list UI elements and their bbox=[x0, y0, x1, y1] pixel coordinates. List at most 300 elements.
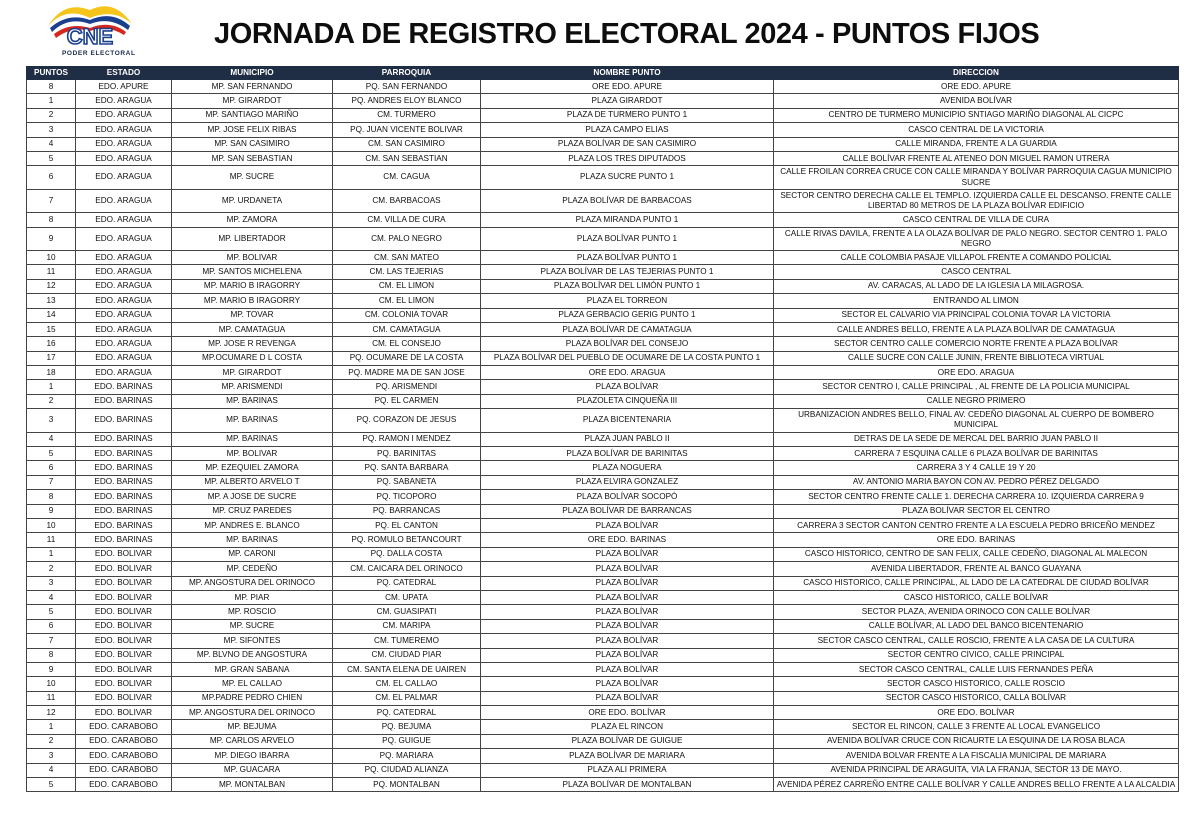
table-row bbox=[27, 533, 1179, 547]
cell-estado: EDO. CARABOBO bbox=[76, 763, 172, 777]
cell-nombre-punto: PLAZA GERBACIO GERIG PUNTO 1 bbox=[481, 308, 774, 322]
cell-estado: EDO. ARAGUA bbox=[76, 265, 172, 279]
cell-puntos: 1 bbox=[27, 720, 76, 734]
cell-direccion: CENTRO DE TURMERO MUNICIPIO SNTIAGO MARIÑO DIAGONAL AL CICPC bbox=[774, 108, 1179, 122]
cell-puntos: 3 bbox=[27, 576, 76, 590]
cell-nombre-punto: PLAZA BOLÍVAR bbox=[481, 619, 774, 633]
cell-nombre-punto: PLAZA BOLÍVAR PUNTO 1 bbox=[481, 250, 774, 264]
table-row bbox=[27, 308, 1179, 322]
table-row bbox=[27, 322, 1179, 336]
cell-municipio: MP. GIRARDOT bbox=[172, 366, 333, 380]
cell-puntos: 7 bbox=[27, 189, 76, 212]
cell-direccion: CASCO HISTORICO, CENTRO DE SAN FELIX, CALLE CEDEÑO, DIAGONAL AL MALECON bbox=[774, 547, 1179, 561]
table-header-row bbox=[27, 67, 1179, 80]
table-row bbox=[27, 80, 1179, 94]
cell-nombre-punto: PLAZA BOLÍVAR bbox=[481, 691, 774, 705]
cell-parroquia: CM. SAN CASIMIRO bbox=[333, 137, 481, 151]
cell-puntos: 6 bbox=[27, 619, 76, 633]
table-row bbox=[27, 265, 1179, 279]
cell-puntos: 1 bbox=[27, 94, 76, 108]
cell-municipio: MP. BOLIVAR bbox=[172, 250, 333, 264]
cell-direccion: DETRAS DE LA SEDE DE MERCAL DEL BARRIO JUAN PABLO II bbox=[774, 432, 1179, 446]
cell-estado: EDO. ARAGUA bbox=[76, 366, 172, 380]
cell-direccion: ORE EDO. BOLÍVAR bbox=[774, 706, 1179, 720]
table-row bbox=[27, 227, 1179, 250]
cell-direccion: CALLE BOLÍVAR FRENTE AL ATENEO DON MIGUEL RAMON UTRERA bbox=[774, 151, 1179, 165]
cell-direccion: CALLE ANDRES BELLO, FRENTE A LA PLAZA BOLÍVAR DE CAMATAGUA bbox=[774, 322, 1179, 336]
cell-nombre-punto: PLAZA BOLÍVAR DE MARIARA bbox=[481, 749, 774, 763]
cell-puntos: 7 bbox=[27, 634, 76, 648]
cell-puntos: 4 bbox=[27, 137, 76, 151]
cell-municipio: MP. CARONI bbox=[172, 547, 333, 561]
cell-parroquia: PQ. MADRE MA DE SAN JOSE bbox=[333, 366, 481, 380]
cell-nombre-punto: PLAZA BOLÍVAR bbox=[481, 562, 774, 576]
cell-parroquia: PQ. ROMULO BETANCOURT bbox=[333, 533, 481, 547]
cell-municipio: MP.OCUMARE D L COSTA bbox=[172, 351, 333, 365]
cell-nombre-punto: PLAZA CAMPO ELIAS bbox=[481, 123, 774, 137]
cell-municipio: MP. EL CALLAO bbox=[172, 677, 333, 691]
cell-direccion: ORE EDO. BARINAS bbox=[774, 533, 1179, 547]
cell-nombre-punto: PLAZA BOLÍVAR DE LAS TEJERIAS PUNTO 1 bbox=[481, 265, 774, 279]
cell-puntos: 2 bbox=[27, 108, 76, 122]
column-header-municipio: MUNICIPIO bbox=[172, 67, 333, 80]
table-row bbox=[27, 749, 1179, 763]
cell-parroquia: CM. VILLA DE CURA bbox=[333, 213, 481, 227]
cell-nombre-punto: PLAZA DE TURMERO PUNTO 1 bbox=[481, 108, 774, 122]
cell-puntos: 15 bbox=[27, 322, 76, 336]
cell-municipio: MP. EZEQUIEL ZAMORA bbox=[172, 461, 333, 475]
table-row bbox=[27, 706, 1179, 720]
table-row bbox=[27, 137, 1179, 151]
cell-puntos: 2 bbox=[27, 734, 76, 748]
cell-nombre-punto: PLAZA BOLÍVAR DE BARINITAS bbox=[481, 447, 774, 461]
cell-nombre-punto: PLAZA BICENTENARIA bbox=[481, 409, 774, 432]
cell-direccion: CASCO CENTRAL DE VILLA DE CURA bbox=[774, 213, 1179, 227]
cell-puntos: 8 bbox=[27, 80, 76, 94]
cell-estado: EDO. BOLIVAR bbox=[76, 662, 172, 676]
cell-parroquia: PQ. ANDRES ELOY BLANCO bbox=[333, 94, 481, 108]
cell-estado: EDO. ARAGUA bbox=[76, 294, 172, 308]
cell-direccion: AVENIDA BOLÍVAR CRUCE CON RICAURTE LA ESQUINA DE LA ROSA BLACA bbox=[774, 734, 1179, 748]
cell-estado: EDO. BOLIVAR bbox=[76, 547, 172, 561]
cell-puntos: 10 bbox=[27, 250, 76, 264]
cell-parroquia: PQ. SANTA BARBARA bbox=[333, 461, 481, 475]
cell-direccion: AVENIDA BOLVAR FRENTE A LA FISCALIA MUNICIPAL DE MARIARA bbox=[774, 749, 1179, 763]
cell-estado: EDO. BOLIVAR bbox=[76, 590, 172, 604]
cell-parroquia: PQ. BARINITAS bbox=[333, 447, 481, 461]
cell-puntos: 11 bbox=[27, 691, 76, 705]
cell-nombre-punto: PLAZA BOLÍVAR DEL PUEBLO DE OCUMARE DE LA COSTA PUNTO 1 bbox=[481, 351, 774, 365]
cell-parroquia: CM. EL PALMAR bbox=[333, 691, 481, 705]
cell-puntos: 1 bbox=[27, 380, 76, 394]
table-row bbox=[27, 380, 1179, 394]
table-row bbox=[27, 778, 1179, 792]
cell-parroquia: CM. EL CONSEJO bbox=[333, 337, 481, 351]
cell-parroquia: PQ. BEJUMA bbox=[333, 720, 481, 734]
table-row bbox=[27, 166, 1179, 189]
table-row bbox=[27, 366, 1179, 380]
cell-municipio: MP. ANGOSTURA DEL ORINOCO bbox=[172, 576, 333, 590]
cell-parroquia: CM. EL LIMON bbox=[333, 279, 481, 293]
cell-parroquia: CM. EL CALLAO bbox=[333, 677, 481, 691]
cell-estado: EDO. BOLIVAR bbox=[76, 605, 172, 619]
column-header-direccion: DIRECCION bbox=[774, 67, 1179, 80]
cell-puntos: 17 bbox=[27, 351, 76, 365]
cell-municipio: MP. MONTALBAN bbox=[172, 778, 333, 792]
cell-municipio: MP. BARINAS bbox=[172, 533, 333, 547]
cell-parroquia: PQ. MARIARA bbox=[333, 749, 481, 763]
cell-direccion: CASCO HISTORICO, CALLE BOLÍVAR bbox=[774, 590, 1179, 604]
cell-direccion: AV. CARACAS, AL LADO DE LA IGLESIA LA MILAGROSA. bbox=[774, 279, 1179, 293]
cell-puntos: 13 bbox=[27, 294, 76, 308]
cell-municipio: MP. ROSCIO bbox=[172, 605, 333, 619]
table-row bbox=[27, 432, 1179, 446]
table-body bbox=[27, 80, 1179, 792]
cell-municipio: MP. SIFONTES bbox=[172, 634, 333, 648]
cell-nombre-punto: PLAZA BOLÍVAR bbox=[481, 634, 774, 648]
cell-nombre-punto: PLAZA BOLÍVAR bbox=[481, 605, 774, 619]
cell-nombre-punto: PLAZA GIRARDOT bbox=[481, 94, 774, 108]
cell-parroquia: CM. CAGUA bbox=[333, 166, 481, 189]
cell-puntos: 11 bbox=[27, 265, 76, 279]
cell-direccion: SECTOR CENTRO CALLE COMERCIO NORTE FRENTE A PLAZA BOLÍVAR bbox=[774, 337, 1179, 351]
cell-parroquia: PQ. CORAZON DE JESUS bbox=[333, 409, 481, 432]
cell-municipio: MP. JOSE FELIX RIBAS bbox=[172, 123, 333, 137]
cell-nombre-punto: PLAZA BOLÍVAR PUNTO 1 bbox=[481, 227, 774, 250]
cell-estado: EDO. ARAGUA bbox=[76, 94, 172, 108]
cell-estado: EDO. ARAGUA bbox=[76, 213, 172, 227]
cell-parroquia: PQ. SAN FERNANDO bbox=[333, 80, 481, 94]
cell-nombre-punto: PLAZA BOLÍVAR bbox=[481, 648, 774, 662]
cell-nombre-punto: PLAZA BOLÍVAR bbox=[481, 576, 774, 590]
cell-direccion: CALLE BOLÍVAR, AL LADO DEL BANCO BICENTENARIO bbox=[774, 619, 1179, 633]
table-row bbox=[27, 461, 1179, 475]
cell-direccion: CALLE RIVAS DAVILA, FRENTE A LA OLAZA BOLÍVAR DE PALO NEGRO. SECTOR CENTRO 1. PALO NEGRO bbox=[774, 227, 1179, 250]
table-row bbox=[27, 447, 1179, 461]
table-row bbox=[27, 677, 1179, 691]
cell-direccion: SECTOR CENTRO DERECHA CALLE EL TEMPLO. IZQUIERDA CALLE EL DESCANSO. FRENTE CALLE LIBERTAD 80 METROS DE LA PLAZA BOLÍVAR EDIFICIO bbox=[774, 189, 1179, 212]
cell-estado: EDO. ARAGUA bbox=[76, 108, 172, 122]
cell-puntos: 11 bbox=[27, 533, 76, 547]
table-row bbox=[27, 250, 1179, 264]
cell-nombre-punto: PLAZA NOGUERA bbox=[481, 461, 774, 475]
table-row bbox=[27, 279, 1179, 293]
cell-direccion: URBANIZACION ANDRES BELLO, FINAL AV. CEDEÑO DIAGONAL AL CUERPO DE BOMBERO MUNICIPAL bbox=[774, 409, 1179, 432]
cell-direccion: CALLE FROILAN CORREA CRUCE CON CALLE MIRANDA Y BOLÍVAR PARROQUIA CAGUA MUNICIPIO SUCRE bbox=[774, 166, 1179, 189]
table-row bbox=[27, 734, 1179, 748]
table-row bbox=[27, 337, 1179, 351]
column-header-nombre-punto: NOMBRE PUNTO bbox=[481, 67, 774, 80]
cell-direccion: CASCO CENTRAL DE LA VICTORIA bbox=[774, 123, 1179, 137]
cell-puntos: 10 bbox=[27, 677, 76, 691]
cell-puntos: 2 bbox=[27, 562, 76, 576]
cell-municipio: MP. JOSE R REVENGA bbox=[172, 337, 333, 351]
cell-municipio: MP. A JOSE DE SUCRE bbox=[172, 490, 333, 504]
cell-puntos: 14 bbox=[27, 308, 76, 322]
cell-parroquia: CM. TURMERO bbox=[333, 108, 481, 122]
cell-municipio: MP. ARISMENDI bbox=[172, 380, 333, 394]
cell-estado: EDO. ARAGUA bbox=[76, 151, 172, 165]
table-row bbox=[27, 490, 1179, 504]
cell-direccion: AVENIDA PÉREZ CARREÑO ENTRE CALLE BOLÍVAR Y CALLE ANDRES BELLO FRENTE A LA ALCALDIA bbox=[774, 778, 1179, 792]
cell-direccion: AV. ANTONIO MARIA BAYON CON AV. PEDRO PÉREZ DELGADO bbox=[774, 475, 1179, 489]
registration-points-table bbox=[26, 66, 1178, 792]
cell-estado: EDO. CARABOBO bbox=[76, 734, 172, 748]
cell-parroquia: CM. TUMEREMO bbox=[333, 634, 481, 648]
cell-nombre-punto: PLAZOLETA CINQUEÑA III bbox=[481, 394, 774, 408]
cell-estado: EDO. ARAGUA bbox=[76, 308, 172, 322]
cell-municipio: MP. BLVNO DE ANGOSTURA bbox=[172, 648, 333, 662]
cell-nombre-punto: PLAZA BOLÍVAR DE GUIGUE bbox=[481, 734, 774, 748]
cne-logo-icon bbox=[44, 4, 136, 54]
cell-puntos: 9 bbox=[27, 662, 76, 676]
cell-puntos: 7 bbox=[27, 475, 76, 489]
cell-estado: EDO. ARAGUA bbox=[76, 337, 172, 351]
cell-municipio: MP. ANDRES E. BLANCO bbox=[172, 519, 333, 533]
cell-parroquia: PQ. RAMON I MENDEZ bbox=[333, 432, 481, 446]
cell-parroquia: CM. LAS TEJERIAS bbox=[333, 265, 481, 279]
cell-parroquia: PQ. OCUMARE DE LA COSTA bbox=[333, 351, 481, 365]
cell-nombre-punto: PLAZA EL RINCON bbox=[481, 720, 774, 734]
cell-puntos: 8 bbox=[27, 490, 76, 504]
table-row bbox=[27, 590, 1179, 604]
table-row bbox=[27, 504, 1179, 518]
cell-estado: EDO. BARINAS bbox=[76, 490, 172, 504]
cell-nombre-punto: PLAZA ELVIRA GONZALEZ bbox=[481, 475, 774, 489]
table-row bbox=[27, 662, 1179, 676]
table-row bbox=[27, 123, 1179, 137]
cell-direccion: ORE EDO. APURE bbox=[774, 80, 1179, 94]
cell-nombre-punto: PLAZA BOLÍVAR bbox=[481, 380, 774, 394]
cell-nombre-punto: PLAZA BOLÍVAR DE BARRANCAS bbox=[481, 504, 774, 518]
cell-municipio: MP. MARIO B IRAGORRY bbox=[172, 294, 333, 308]
logo-subtitle: PODER ELECTORAL bbox=[62, 50, 136, 57]
cell-estado: EDO. ARAGUA bbox=[76, 227, 172, 250]
cell-direccion: CASCO CENTRAL bbox=[774, 265, 1179, 279]
cell-direccion: SECTOR CASCO HISTORICO, CALLE ROSCIO bbox=[774, 677, 1179, 691]
cell-parroquia: CM. SAN MATEO bbox=[333, 250, 481, 264]
cell-direccion: CALLE COLOMBIA PASAJE VILLAPOL FRENTE A COMANDO POLICIAL bbox=[774, 250, 1179, 264]
cell-nombre-punto: PLAZA EL TORREON bbox=[481, 294, 774, 308]
cell-direccion: CARRERA 7 ESQUINA CALLE 6 PLAZA BOLÍVAR DE BARINITAS bbox=[774, 447, 1179, 461]
cell-municipio: MP.PADRE PEDRO CHIEN bbox=[172, 691, 333, 705]
table-row bbox=[27, 519, 1179, 533]
cell-puntos: 3 bbox=[27, 123, 76, 137]
cell-estado: EDO. ARAGUA bbox=[76, 250, 172, 264]
cell-puntos: 4 bbox=[27, 590, 76, 604]
cell-nombre-punto: PLAZA BOLÍVAR bbox=[481, 547, 774, 561]
cell-parroquia: PQ. CIUDAD ALIANZA bbox=[333, 763, 481, 777]
table-row bbox=[27, 475, 1179, 489]
cell-estado: EDO. BARINAS bbox=[76, 447, 172, 461]
table-row bbox=[27, 189, 1179, 212]
table-row bbox=[27, 213, 1179, 227]
cell-direccion: SECTOR CASCO CENTRAL, CALLE LUIS FERNANDES PEÑA bbox=[774, 662, 1179, 676]
cell-direccion: SECTOR CENTRO FRENTE CALLE 1. DERECHA CARRERA 10. IZQUIERDA CARRERA 9 bbox=[774, 490, 1179, 504]
cell-estado: EDO. ARAGUA bbox=[76, 137, 172, 151]
cell-direccion: PLAZA BOLÍVAR SECTOR EL CENTRO bbox=[774, 504, 1179, 518]
cell-parroquia: CM. SAN SEBASTIAN bbox=[333, 151, 481, 165]
cell-parroquia: PQ. JUAN VICENTE BOLIVAR bbox=[333, 123, 481, 137]
cell-municipio: MP. CEDEÑO bbox=[172, 562, 333, 576]
column-header-estado: ESTADO bbox=[76, 67, 172, 80]
cell-puntos: 2 bbox=[27, 394, 76, 408]
cell-parroquia: PQ. MONTALBAN bbox=[333, 778, 481, 792]
cell-puntos: 9 bbox=[27, 504, 76, 518]
cell-parroquia: PQ. GUIGUE bbox=[333, 734, 481, 748]
cell-estado: EDO. BARINAS bbox=[76, 380, 172, 394]
cell-puntos: 8 bbox=[27, 648, 76, 662]
cell-parroquia: CM. UPATA bbox=[333, 590, 481, 604]
table-row bbox=[27, 394, 1179, 408]
cell-nombre-punto: PLAZA BOLÍVAR DEL LIMÓN PUNTO 1 bbox=[481, 279, 774, 293]
table-row bbox=[27, 294, 1179, 308]
cell-nombre-punto: PLAZA BOLÍVAR DE MONTALBAN bbox=[481, 778, 774, 792]
cell-direccion: SECTOR EL CALVARIO VIA PRINCIPAL COLONIA TOVAR LA VICTORIA bbox=[774, 308, 1179, 322]
cell-puntos: 4 bbox=[27, 763, 76, 777]
cell-nombre-punto: PLAZA BOLÍVAR bbox=[481, 677, 774, 691]
cell-municipio: MP. BARINAS bbox=[172, 394, 333, 408]
cell-municipio: MP. CARLOS ARVELO bbox=[172, 734, 333, 748]
cell-parroquia: CM. SANTA ELENA DE UAIREN bbox=[333, 662, 481, 676]
table-row bbox=[27, 547, 1179, 561]
cell-municipio: MP. URDANETA bbox=[172, 189, 333, 212]
cell-parroquia: PQ. BARRANCAS bbox=[333, 504, 481, 518]
cell-puntos: 6 bbox=[27, 166, 76, 189]
cell-nombre-punto: PLAZA BOLÍVAR bbox=[481, 662, 774, 676]
cell-municipio: MP. BOLIVAR bbox=[172, 447, 333, 461]
cell-parroquia: PQ. EL CANTON bbox=[333, 519, 481, 533]
cell-estado: EDO. ARAGUA bbox=[76, 322, 172, 336]
cell-municipio: MP. BARINAS bbox=[172, 432, 333, 446]
cell-municipio: MP. LIBERTADOR bbox=[172, 227, 333, 250]
cell-estado: EDO. ARAGUA bbox=[76, 123, 172, 137]
table-row bbox=[27, 576, 1179, 590]
cell-direccion: SECTOR CASCO CENTRAL, CALLE ROSCIO, FRENTE A LA CASA DE LA CULTURA bbox=[774, 634, 1179, 648]
cell-estado: EDO. BARINAS bbox=[76, 533, 172, 547]
column-header-puntos: PUNTOS bbox=[27, 67, 76, 80]
cell-municipio: MP. ANGOSTURA DEL ORINOCO bbox=[172, 706, 333, 720]
cell-puntos: 8 bbox=[27, 213, 76, 227]
cell-estado: EDO. BOLIVAR bbox=[76, 648, 172, 662]
cell-nombre-punto: PLAZA JUAN PABLO II bbox=[481, 432, 774, 446]
cell-municipio: MP. GIRARDOT bbox=[172, 94, 333, 108]
cell-estado: EDO. BARINAS bbox=[76, 519, 172, 533]
cell-puntos: 12 bbox=[27, 279, 76, 293]
cell-puntos: 12 bbox=[27, 706, 76, 720]
cell-puntos: 4 bbox=[27, 432, 76, 446]
cell-municipio: MP. GRAN SABANA bbox=[172, 662, 333, 676]
cell-parroquia: CM. CAICARA DEL ORINOCO bbox=[333, 562, 481, 576]
cell-estado: EDO. APURE bbox=[76, 80, 172, 94]
cell-nombre-punto: PLAZA SUCRE PUNTO 1 bbox=[481, 166, 774, 189]
table-row bbox=[27, 409, 1179, 432]
cell-municipio: MP. GUACARA bbox=[172, 763, 333, 777]
table-row bbox=[27, 720, 1179, 734]
cell-puntos: 16 bbox=[27, 337, 76, 351]
cell-direccion: AVENIDA LIBERTADOR, FRENTE AL BANCO GUAYANA bbox=[774, 562, 1179, 576]
cell-municipio: MP. CRUZ PAREDES bbox=[172, 504, 333, 518]
logo-text: CNE bbox=[66, 24, 114, 49]
table-row bbox=[27, 634, 1179, 648]
table-row bbox=[27, 763, 1179, 777]
cell-nombre-punto: PLAZA BOLÍVAR bbox=[481, 519, 774, 533]
cell-estado: EDO. BOLIVAR bbox=[76, 634, 172, 648]
cell-nombre-punto: PLAZA BOLÍVAR DEL CONSEJO bbox=[481, 337, 774, 351]
cell-parroquia: PQ. EL CARMEN bbox=[333, 394, 481, 408]
table-row bbox=[27, 108, 1179, 122]
cell-direccion: CALLE MIRANDA, FRENTE A LA GUARDIA bbox=[774, 137, 1179, 151]
cell-municipio: MP. SUCRE bbox=[172, 166, 333, 189]
cell-parroquia: CM. MARIPA bbox=[333, 619, 481, 633]
cell-parroquia: PQ. DALLA COSTA bbox=[333, 547, 481, 561]
cell-nombre-punto: PLAZA ALI PRIMERA bbox=[481, 763, 774, 777]
table-row bbox=[27, 605, 1179, 619]
cell-puntos: 9 bbox=[27, 227, 76, 250]
column-header-parroquia: PARROQUIA bbox=[333, 67, 481, 80]
cell-direccion: CASCO HISTORICO, CALLE PRINCIPAL, AL LADO DE LA CATEDRAL DE CIUDAD BOLÍVAR bbox=[774, 576, 1179, 590]
cell-municipio: MP. SAN CASIMIRO bbox=[172, 137, 333, 151]
cell-nombre-punto: PLAZA BOLÍVAR bbox=[481, 590, 774, 604]
cell-municipio: MP. TOVAR bbox=[172, 308, 333, 322]
cell-municipio: MP. ZAMORA bbox=[172, 213, 333, 227]
cell-parroquia: PQ. CATEDRAL bbox=[333, 576, 481, 590]
cell-nombre-punto: ORE EDO. BARINAS bbox=[481, 533, 774, 547]
cell-estado: EDO. ARAGUA bbox=[76, 279, 172, 293]
table-row bbox=[27, 351, 1179, 365]
cell-puntos: 6 bbox=[27, 461, 76, 475]
cell-direccion: ORE EDO. ARAGUA bbox=[774, 366, 1179, 380]
cell-puntos: 3 bbox=[27, 409, 76, 432]
cell-estado: EDO. BARINAS bbox=[76, 432, 172, 446]
cell-estado: EDO. CARABOBO bbox=[76, 720, 172, 734]
cell-parroquia: PQ. CATEDRAL bbox=[333, 706, 481, 720]
cell-nombre-punto: PLAZA BOLÍVAR DE SAN CASIMIRO bbox=[481, 137, 774, 151]
cell-municipio: MP. MARIO B IRAGORRY bbox=[172, 279, 333, 293]
cell-direccion: CALLE NEGRO PRIMERO bbox=[774, 394, 1179, 408]
cell-municipio: MP. BARINAS bbox=[172, 409, 333, 432]
cell-parroquia: CM. BARBACOAS bbox=[333, 189, 481, 212]
cell-estado: EDO. CARABOBO bbox=[76, 778, 172, 792]
page-title: JORNADA DE REGISTRO ELECTORAL 2024 - PUNTOS FIJOS bbox=[214, 18, 1040, 50]
table-row bbox=[27, 619, 1179, 633]
cell-municipio: MP. SANTOS MICHELENA bbox=[172, 265, 333, 279]
cell-municipio: MP. PIAR bbox=[172, 590, 333, 604]
cell-municipio: MP. SAN SEBASTIAN bbox=[172, 151, 333, 165]
cell-direccion: SECTOR CASCO HISTORICO, CALLA BOLÍVAR bbox=[774, 691, 1179, 705]
cell-nombre-punto: PLAZA BOLÍVAR DE CAMATAGUA bbox=[481, 322, 774, 336]
cell-parroquia: PQ. TICOPORO bbox=[333, 490, 481, 504]
cell-estado: EDO. BOLIVAR bbox=[76, 706, 172, 720]
cell-direccion: SECTOR CENTRO I, CALLE PRINCIPAL , AL FRENTE DE LA POLICIA MUNICIPAL bbox=[774, 380, 1179, 394]
cell-estado: EDO. BARINAS bbox=[76, 504, 172, 518]
table-row bbox=[27, 151, 1179, 165]
cell-parroquia: PQ. ARISMENDI bbox=[333, 380, 481, 394]
cell-parroquia: CM. CIUDAD PIAR bbox=[333, 648, 481, 662]
cell-estado: EDO. BOLIVAR bbox=[76, 562, 172, 576]
table-row bbox=[27, 691, 1179, 705]
cell-direccion: SECTOR CENTRO CIVICO, CALLE PRINCIPAL bbox=[774, 648, 1179, 662]
cell-estado: EDO. BOLIVAR bbox=[76, 576, 172, 590]
cell-direccion: SECTOR PLAZA, AVENIDA ORINOCO CON CALLE BOLÍVAR bbox=[774, 605, 1179, 619]
cell-parroquia: PQ. SABANETA bbox=[333, 475, 481, 489]
cell-direccion: SECTOR EL RINCON, CALLE 3 FRENTE AL LOCAL EVANGELICO bbox=[774, 720, 1179, 734]
cell-parroquia: CM. EL LIMON bbox=[333, 294, 481, 308]
cell-estado: EDO. BOLIVAR bbox=[76, 619, 172, 633]
cell-estado: EDO. BOLIVAR bbox=[76, 677, 172, 691]
cell-nombre-punto: PLAZA BOLÍVAR SOCOPÓ bbox=[481, 490, 774, 504]
cell-municipio: MP. CAMATAGUA bbox=[172, 322, 333, 336]
